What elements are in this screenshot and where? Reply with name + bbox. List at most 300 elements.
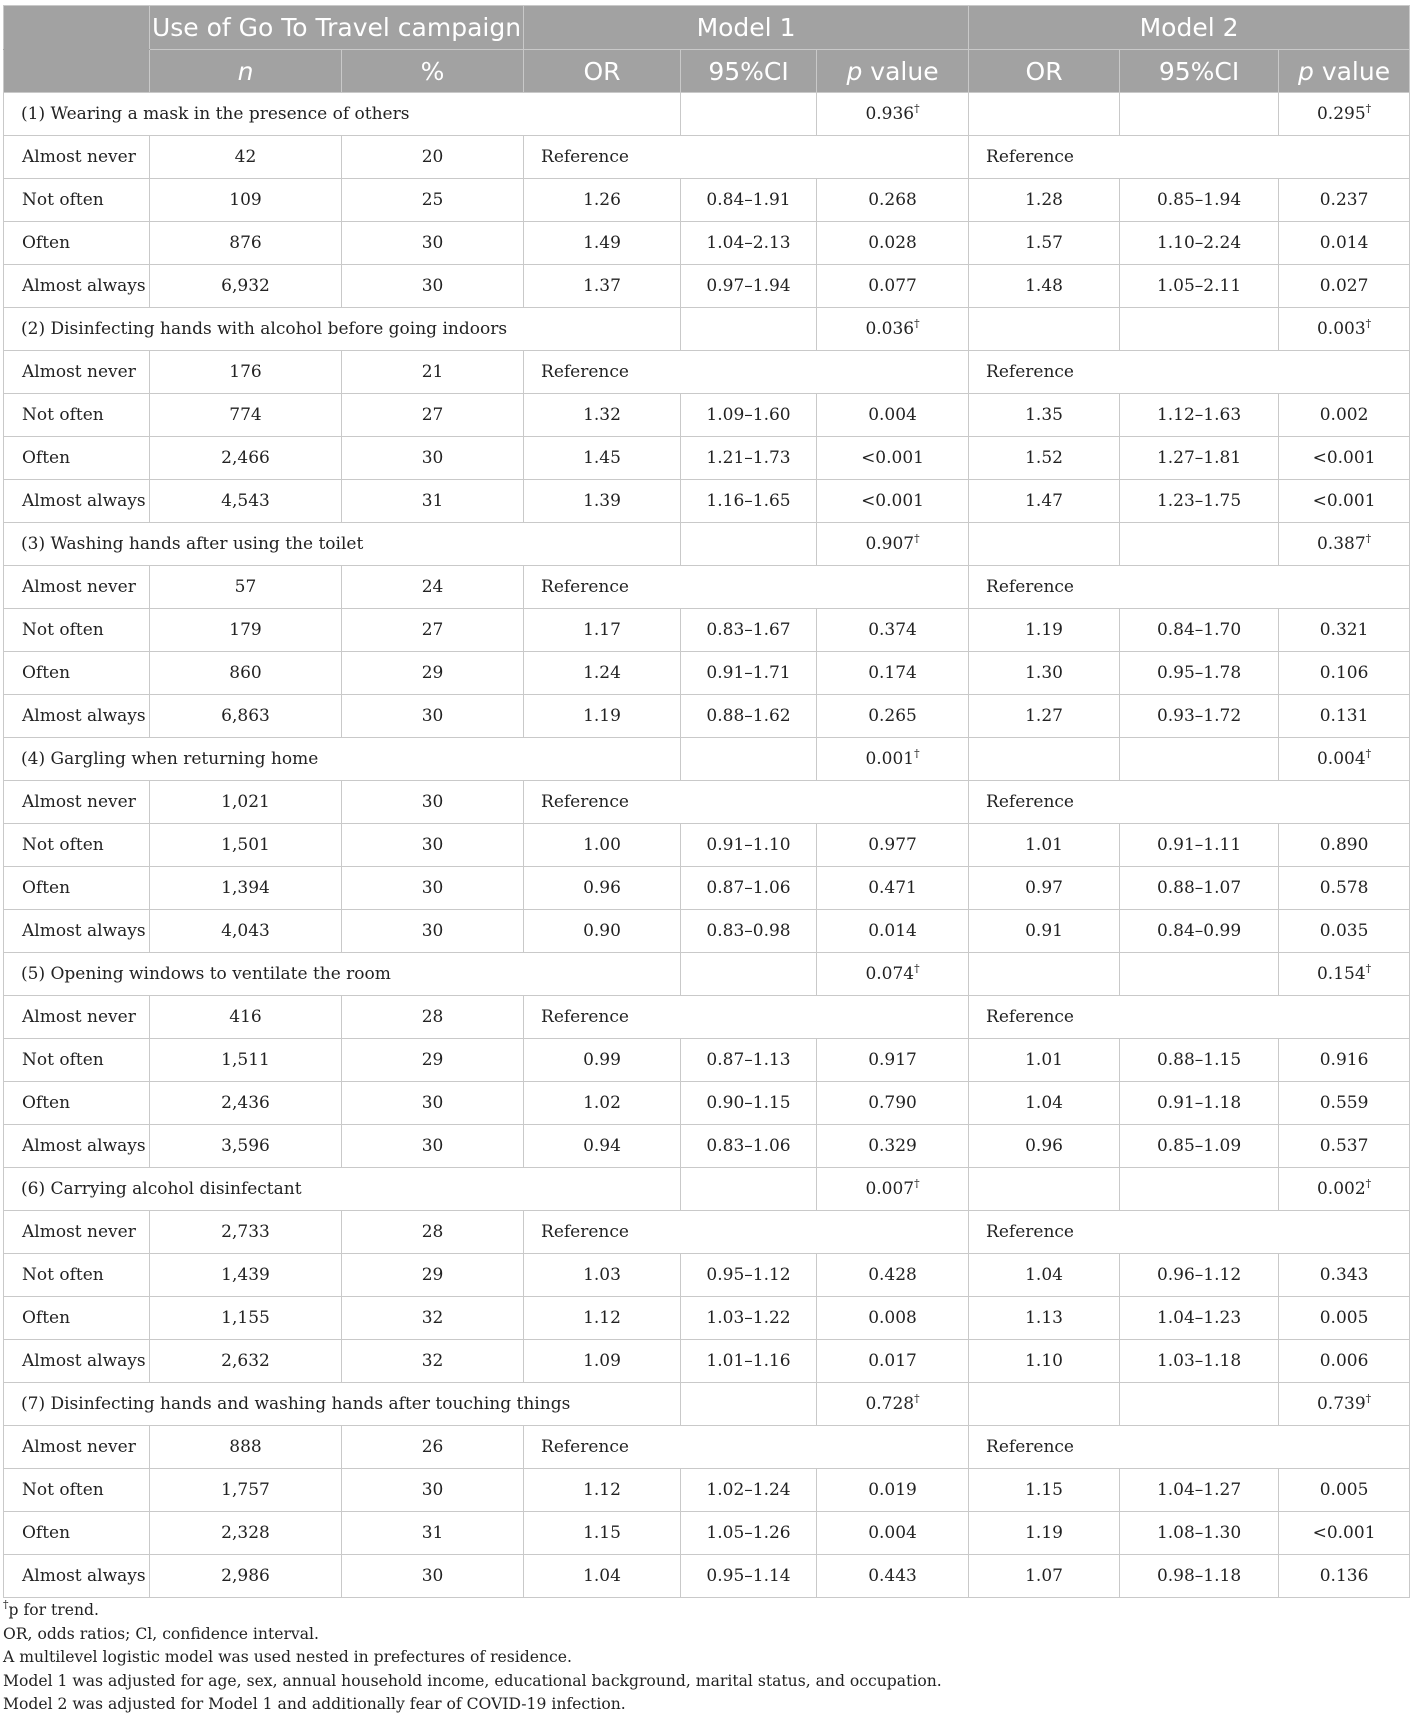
ci-model2: 0.84–1.70 (1120, 609, 1279, 652)
row-label: Almost always (4, 1555, 150, 1598)
ci-model2: 1.10–2.24 (1120, 222, 1279, 265)
table-row (4, 1555, 1410, 1598)
row-label: Not often (4, 1469, 150, 1512)
dagger-symbol: † (914, 532, 920, 545)
or-model2: 1.27 (969, 695, 1120, 738)
row-label: Almost always (4, 1340, 150, 1383)
empty-cell (1120, 738, 1279, 781)
or-model1: 0.96 (524, 867, 681, 910)
n-value: 860 (150, 652, 342, 695)
percent-value: 29 (342, 1254, 524, 1297)
row-label: Almost never (4, 1426, 150, 1469)
trend-p-value: 0.907 (865, 534, 915, 554)
ci-model2: 0.96–1.12 (1120, 1254, 1279, 1297)
dagger-symbol: † (1365, 102, 1372, 115)
section-header-row (4, 953, 1410, 996)
footnotes (3, 1599, 1403, 1717)
ci-model2: 0.93–1.72 (1120, 695, 1279, 738)
percent-value: 27 (342, 394, 524, 437)
percent-value: 31 (342, 480, 524, 523)
ci-model2: 0.98–1.18 (1120, 1555, 1279, 1598)
footnote-model1: Model 1 was adjusted for age, sex, annual household income, educational background, marital status, and occupation. (3, 1671, 942, 1690)
ci-model1: 1.21–1.73 (681, 437, 817, 480)
ci-model1: 0.95–1.14 (681, 1555, 817, 1598)
percent-value: 30 (342, 695, 524, 738)
table-row (4, 781, 1410, 824)
n-value: 1,439 (150, 1254, 342, 1297)
percent-value: 27 (342, 609, 524, 652)
header-model1: Model 1 (524, 6, 969, 50)
empty-cell (681, 1168, 817, 1211)
trend-p-value: 0.728 (865, 1394, 915, 1414)
table-row (4, 1469, 1410, 1512)
empty-cell (681, 953, 817, 996)
p-model1: 0.790 (817, 1082, 969, 1125)
dagger-symbol: † (1365, 962, 1372, 975)
or-model1: 1.32 (524, 394, 681, 437)
p-model1: 0.014 (817, 910, 969, 953)
table-row (4, 1512, 1410, 1555)
or-model2: 1.48 (969, 265, 1120, 308)
header-ci-1: 95%CI (681, 50, 817, 93)
n-value: 2,733 (150, 1211, 342, 1254)
header-or-1: OR (524, 50, 681, 93)
or-model1: 1.24 (524, 652, 681, 695)
or-model2: 1.30 (969, 652, 1120, 695)
ci-model2: 1.23–1.75 (1120, 480, 1279, 523)
trend-p-value: 0.001 (865, 749, 915, 769)
or-model2: 1.01 (969, 824, 1120, 867)
dagger-symbol: † (1365, 747, 1372, 760)
or-model1: 1.17 (524, 609, 681, 652)
results-table-container (3, 5, 1409, 1598)
p-model1: 0.265 (817, 695, 969, 738)
or-model1: 1.15 (524, 1512, 681, 1555)
ci-model2: 0.85–1.09 (1120, 1125, 1279, 1168)
ci-model2: 0.88–1.07 (1120, 867, 1279, 910)
trend-p-value: 0.004 (1316, 749, 1366, 769)
trend-p-value: 0.036 (865, 319, 915, 339)
table-body (4, 93, 1410, 1598)
empty-cell (969, 1383, 1120, 1426)
percent-value: 30 (342, 265, 524, 308)
p-model2: <0.001 (1279, 1512, 1410, 1555)
reference-model2: Reference (969, 996, 1410, 1039)
footnote-model-description: A multilevel logistic model was used nested in prefectures of residence. (3, 1648, 572, 1666)
ci-model1: 0.97–1.94 (681, 265, 817, 308)
or-model2: 1.28 (969, 179, 1120, 222)
header-n: n (150, 50, 342, 93)
row-label: Often (4, 222, 150, 265)
section-header-row (4, 1168, 1410, 1211)
header-pvalue-1: p value (817, 50, 969, 93)
p-model1: 0.019 (817, 1469, 969, 1512)
footnote-abbreviations: OR, odds ratios; Cl, confidence interval. (3, 1624, 319, 1643)
trend-p-model2 (1279, 523, 1410, 566)
trend-p-value: 0.003 (1316, 319, 1366, 339)
dagger-symbol: † (914, 1392, 920, 1405)
ci-model2: 1.03–1.18 (1120, 1340, 1279, 1383)
reference-model1: Reference (524, 781, 969, 824)
row-label: Not often (4, 394, 150, 437)
p-model1: 0.008 (817, 1297, 969, 1340)
results-table (3, 5, 1410, 1598)
ci-model2: 1.08–1.30 (1120, 1512, 1279, 1555)
trend-p-model1 (817, 308, 969, 351)
ci-model2: 1.04–1.27 (1120, 1469, 1279, 1512)
footnote-model2: Model 2 was adjusted for Model 1 and additionally fear of COVID-19 infection. (3, 1695, 626, 1713)
section-title: (5) Opening windows to ventilate the room (4, 953, 681, 996)
or-model2: 1.13 (969, 1297, 1120, 1340)
table-row (4, 1211, 1410, 1254)
p-model2: <0.001 (1279, 437, 1410, 480)
trend-p-value: 0.074 (865, 964, 915, 984)
n-value: 888 (150, 1426, 342, 1469)
or-model1: 1.49 (524, 222, 681, 265)
p-model1: <0.001 (817, 480, 969, 523)
empty-cell (681, 93, 817, 136)
row-label: Almost always (4, 480, 150, 523)
or-model1: 1.37 (524, 265, 681, 308)
n-value: 176 (150, 351, 342, 394)
table-row (4, 867, 1410, 910)
n-value: 57 (150, 566, 342, 609)
or-model1: 1.12 (524, 1469, 681, 1512)
section-header-row (4, 93, 1410, 136)
or-model1: 1.02 (524, 1082, 681, 1125)
trend-p-value: 0.936 (865, 104, 915, 124)
trend-p-model2 (1279, 308, 1410, 351)
section-header-row (4, 738, 1410, 781)
percent-value: 30 (342, 1082, 524, 1125)
reference-model2: Reference (969, 351, 1410, 394)
or-model1: 0.90 (524, 910, 681, 953)
ci-model1: 1.16–1.65 (681, 480, 817, 523)
percent-value: 28 (342, 996, 524, 1039)
empty-cell (969, 1168, 1120, 1211)
ci-model2: 0.85–1.94 (1120, 179, 1279, 222)
p-model1: 0.268 (817, 179, 969, 222)
p-model1: 0.443 (817, 1555, 969, 1598)
trend-p-model1 (817, 1383, 969, 1426)
or-model2: 1.35 (969, 394, 1120, 437)
n-value: 1,511 (150, 1039, 342, 1082)
section-header-row (4, 308, 1410, 351)
empty-cell (969, 308, 1120, 351)
section-title: (4) Gargling when returning home (4, 738, 681, 781)
p-model1: 0.374 (817, 609, 969, 652)
or-model2: 1.15 (969, 1469, 1120, 1512)
ci-model1: 1.01–1.16 (681, 1340, 817, 1383)
empty-cell (681, 523, 817, 566)
table-row (4, 437, 1410, 480)
table-header (4, 6, 1410, 93)
n-value: 1,501 (150, 824, 342, 867)
p-model2: 0.005 (1279, 1469, 1410, 1512)
row-label: Almost always (4, 265, 150, 308)
p-model2: 0.578 (1279, 867, 1410, 910)
row-label: Not often (4, 179, 150, 222)
dagger-symbol: † (3, 1598, 9, 1611)
trend-p-model1 (817, 93, 969, 136)
row-label: Almost never (4, 351, 150, 394)
ci-model1: 0.95–1.12 (681, 1254, 817, 1297)
header-pvalue-2: p value (1279, 50, 1410, 93)
or-model1: 1.04 (524, 1555, 681, 1598)
empty-cell (681, 308, 817, 351)
table-row (4, 910, 1410, 953)
row-label: Almost never (4, 996, 150, 1039)
p-model1: 0.977 (817, 824, 969, 867)
row-label: Often (4, 652, 150, 695)
ci-model1: 0.90–1.15 (681, 1082, 817, 1125)
n-value: 1,155 (150, 1297, 342, 1340)
row-label: Almost always (4, 910, 150, 953)
table-row (4, 695, 1410, 738)
p-model2: 0.136 (1279, 1555, 1410, 1598)
table-row (4, 480, 1410, 523)
table-row (4, 136, 1410, 179)
header-exposure: Use of Go To Travel campaign (150, 6, 524, 50)
table-row (4, 222, 1410, 265)
section-title: (1) Wearing a mask in the presence of others (4, 93, 681, 136)
reference-model2: Reference (969, 566, 1410, 609)
p-model2: 0.002 (1279, 394, 1410, 437)
or-model2: 1.52 (969, 437, 1120, 480)
section-title: (6) Carrying alcohol disinfectant (4, 1168, 681, 1211)
trend-p-model1 (817, 1168, 969, 1211)
p-model2: 0.005 (1279, 1297, 1410, 1340)
trend-p-value: 0.295 (1316, 104, 1366, 124)
header-blank-cell (4, 6, 150, 50)
or-model2: 0.91 (969, 910, 1120, 953)
percent-value: 32 (342, 1297, 524, 1340)
n-value: 876 (150, 222, 342, 265)
row-label: Not often (4, 824, 150, 867)
percent-value: 29 (342, 652, 524, 695)
ci-model1: 0.91–1.71 (681, 652, 817, 695)
ci-model2: 0.91–1.18 (1120, 1082, 1279, 1125)
trend-p-value: 0.002 (1316, 1179, 1366, 1199)
reference-model1: Reference (524, 1426, 969, 1469)
ci-model1: 1.02–1.24 (681, 1469, 817, 1512)
ci-model1: 1.04–2.13 (681, 222, 817, 265)
header-ci-2: 95%CI (1120, 50, 1279, 93)
header-blank-cell-2 (4, 50, 150, 93)
p-model2: 0.131 (1279, 695, 1410, 738)
n-value: 6,863 (150, 695, 342, 738)
p-model2: 0.916 (1279, 1039, 1410, 1082)
ci-model1: 1.05–1.26 (681, 1512, 817, 1555)
row-label: Often (4, 1297, 150, 1340)
table-row (4, 652, 1410, 695)
table-row (4, 394, 1410, 437)
dagger-symbol: † (914, 747, 920, 760)
n-value: 4,043 (150, 910, 342, 953)
p-model2: <0.001 (1279, 480, 1410, 523)
percent-value: 30 (342, 437, 524, 480)
p-model1: 0.428 (817, 1254, 969, 1297)
empty-cell (969, 523, 1120, 566)
row-label: Often (4, 437, 150, 480)
table-row (4, 566, 1410, 609)
or-model1: 1.03 (524, 1254, 681, 1297)
empty-cell (969, 738, 1120, 781)
ci-model1: 1.09–1.60 (681, 394, 817, 437)
p-model2: 0.343 (1279, 1254, 1410, 1297)
table-row (4, 1426, 1410, 1469)
n-value: 179 (150, 609, 342, 652)
dagger-symbol: † (1365, 532, 1372, 545)
or-model2: 1.47 (969, 480, 1120, 523)
or-model2: 1.04 (969, 1254, 1120, 1297)
trend-p-model2 (1279, 93, 1410, 136)
percent-value: 30 (342, 910, 524, 953)
ci-model1: 0.83–0.98 (681, 910, 817, 953)
row-label: Almost always (4, 1125, 150, 1168)
p-model1: 0.004 (817, 1512, 969, 1555)
table-row (4, 1082, 1410, 1125)
n-value: 416 (150, 996, 342, 1039)
p-model1: 0.028 (817, 222, 969, 265)
p-model2: 0.014 (1279, 222, 1410, 265)
or-model2: 1.19 (969, 609, 1120, 652)
n-value: 1,394 (150, 867, 342, 910)
p-model2: 0.559 (1279, 1082, 1410, 1125)
reference-model1: Reference (524, 351, 969, 394)
dagger-symbol: † (1365, 1392, 1372, 1405)
n-value: 3,596 (150, 1125, 342, 1168)
reference-model2: Reference (969, 136, 1410, 179)
percent-value: 28 (342, 1211, 524, 1254)
or-model1: 1.09 (524, 1340, 681, 1383)
reference-model2: Reference (969, 1211, 1410, 1254)
or-model1: 1.19 (524, 695, 681, 738)
row-label: Almost never (4, 136, 150, 179)
or-model1: 1.45 (524, 437, 681, 480)
n-value: 42 (150, 136, 342, 179)
percent-value: 30 (342, 1555, 524, 1598)
row-label: Often (4, 867, 150, 910)
ci-model1: 0.83–1.67 (681, 609, 817, 652)
reference-model1: Reference (524, 136, 969, 179)
empty-cell (1120, 308, 1279, 351)
table-row (4, 265, 1410, 308)
empty-cell (681, 1383, 817, 1426)
or-model2: 0.96 (969, 1125, 1120, 1168)
empty-cell (1120, 953, 1279, 996)
dagger-symbol: † (914, 317, 920, 330)
empty-cell (969, 953, 1120, 996)
trend-p-model1 (817, 953, 969, 996)
ci-model2: 1.04–1.23 (1120, 1297, 1279, 1340)
percent-value: 21 (342, 351, 524, 394)
or-model2: 0.97 (969, 867, 1120, 910)
row-label: Almost never (4, 1211, 150, 1254)
p-model1: 0.329 (817, 1125, 969, 1168)
trend-p-model1 (817, 738, 969, 781)
p-model2: 0.890 (1279, 824, 1410, 867)
or-model2: 1.10 (969, 1340, 1120, 1383)
trend-p-model2 (1279, 738, 1410, 781)
percent-value: 32 (342, 1340, 524, 1383)
or-model1: 1.00 (524, 824, 681, 867)
percent-value: 20 (342, 136, 524, 179)
p-model1: <0.001 (817, 437, 969, 480)
ci-model2: 1.05–2.11 (1120, 265, 1279, 308)
table-row (4, 1254, 1410, 1297)
percent-value: 26 (342, 1426, 524, 1469)
reference-model2: Reference (969, 781, 1410, 824)
section-header-row (4, 1383, 1410, 1426)
row-label: Not often (4, 1039, 150, 1082)
p-model1: 0.017 (817, 1340, 969, 1383)
percent-value: 30 (342, 781, 524, 824)
p-model2: 0.321 (1279, 609, 1410, 652)
n-value: 4,543 (150, 480, 342, 523)
empty-cell (969, 93, 1120, 136)
ci-model1: 0.83–1.06 (681, 1125, 817, 1168)
p-model1: 0.004 (817, 394, 969, 437)
trend-p-model2 (1279, 953, 1410, 996)
table-row (4, 996, 1410, 1039)
trend-p-model2 (1279, 1383, 1410, 1426)
dagger-symbol: † (914, 962, 920, 975)
empty-cell (1120, 1383, 1279, 1426)
n-value: 1,757 (150, 1469, 342, 1512)
ci-model1: 1.03–1.22 (681, 1297, 817, 1340)
ci-model1: 0.87–1.06 (681, 867, 817, 910)
reference-model1: Reference (524, 1211, 969, 1254)
table-row (4, 1039, 1410, 1082)
p-model2: 0.237 (1279, 179, 1410, 222)
p-model1: 0.077 (817, 265, 969, 308)
n-value: 6,932 (150, 265, 342, 308)
reference-model1: Reference (524, 566, 969, 609)
row-label: Often (4, 1512, 150, 1555)
p-model2: 0.035 (1279, 910, 1410, 953)
table-row (4, 1340, 1410, 1383)
row-label: Often (4, 1082, 150, 1125)
section-title: (2) Disinfecting hands with alcohol before going indoors (4, 308, 681, 351)
dagger-symbol: † (1365, 317, 1372, 330)
or-model2: 1.19 (969, 1512, 1120, 1555)
table-row (4, 1297, 1410, 1340)
percent-value: 30 (342, 867, 524, 910)
percent-value: 30 (342, 222, 524, 265)
p-model2: 0.537 (1279, 1125, 1410, 1168)
ci-model1: 0.88–1.62 (681, 695, 817, 738)
trend-p-value: 0.007 (865, 1179, 915, 1199)
ci-model2: 1.12–1.63 (1120, 394, 1279, 437)
or-model1: 1.26 (524, 179, 681, 222)
p-model1: 0.174 (817, 652, 969, 695)
table-row (4, 1125, 1410, 1168)
trend-p-model1 (817, 523, 969, 566)
row-label: Almost always (4, 695, 150, 738)
p-model2: 0.006 (1279, 1340, 1410, 1383)
empty-cell (1120, 523, 1279, 566)
header-percent: % (342, 50, 524, 93)
n-value: 1,021 (150, 781, 342, 824)
empty-cell (1120, 93, 1279, 136)
table-row (4, 609, 1410, 652)
dagger-symbol: † (1365, 1177, 1372, 1190)
p-model2: 0.027 (1279, 265, 1410, 308)
ci-model1: 0.84–1.91 (681, 179, 817, 222)
ci-model1: 0.91–1.10 (681, 824, 817, 867)
n-value: 2,436 (150, 1082, 342, 1125)
